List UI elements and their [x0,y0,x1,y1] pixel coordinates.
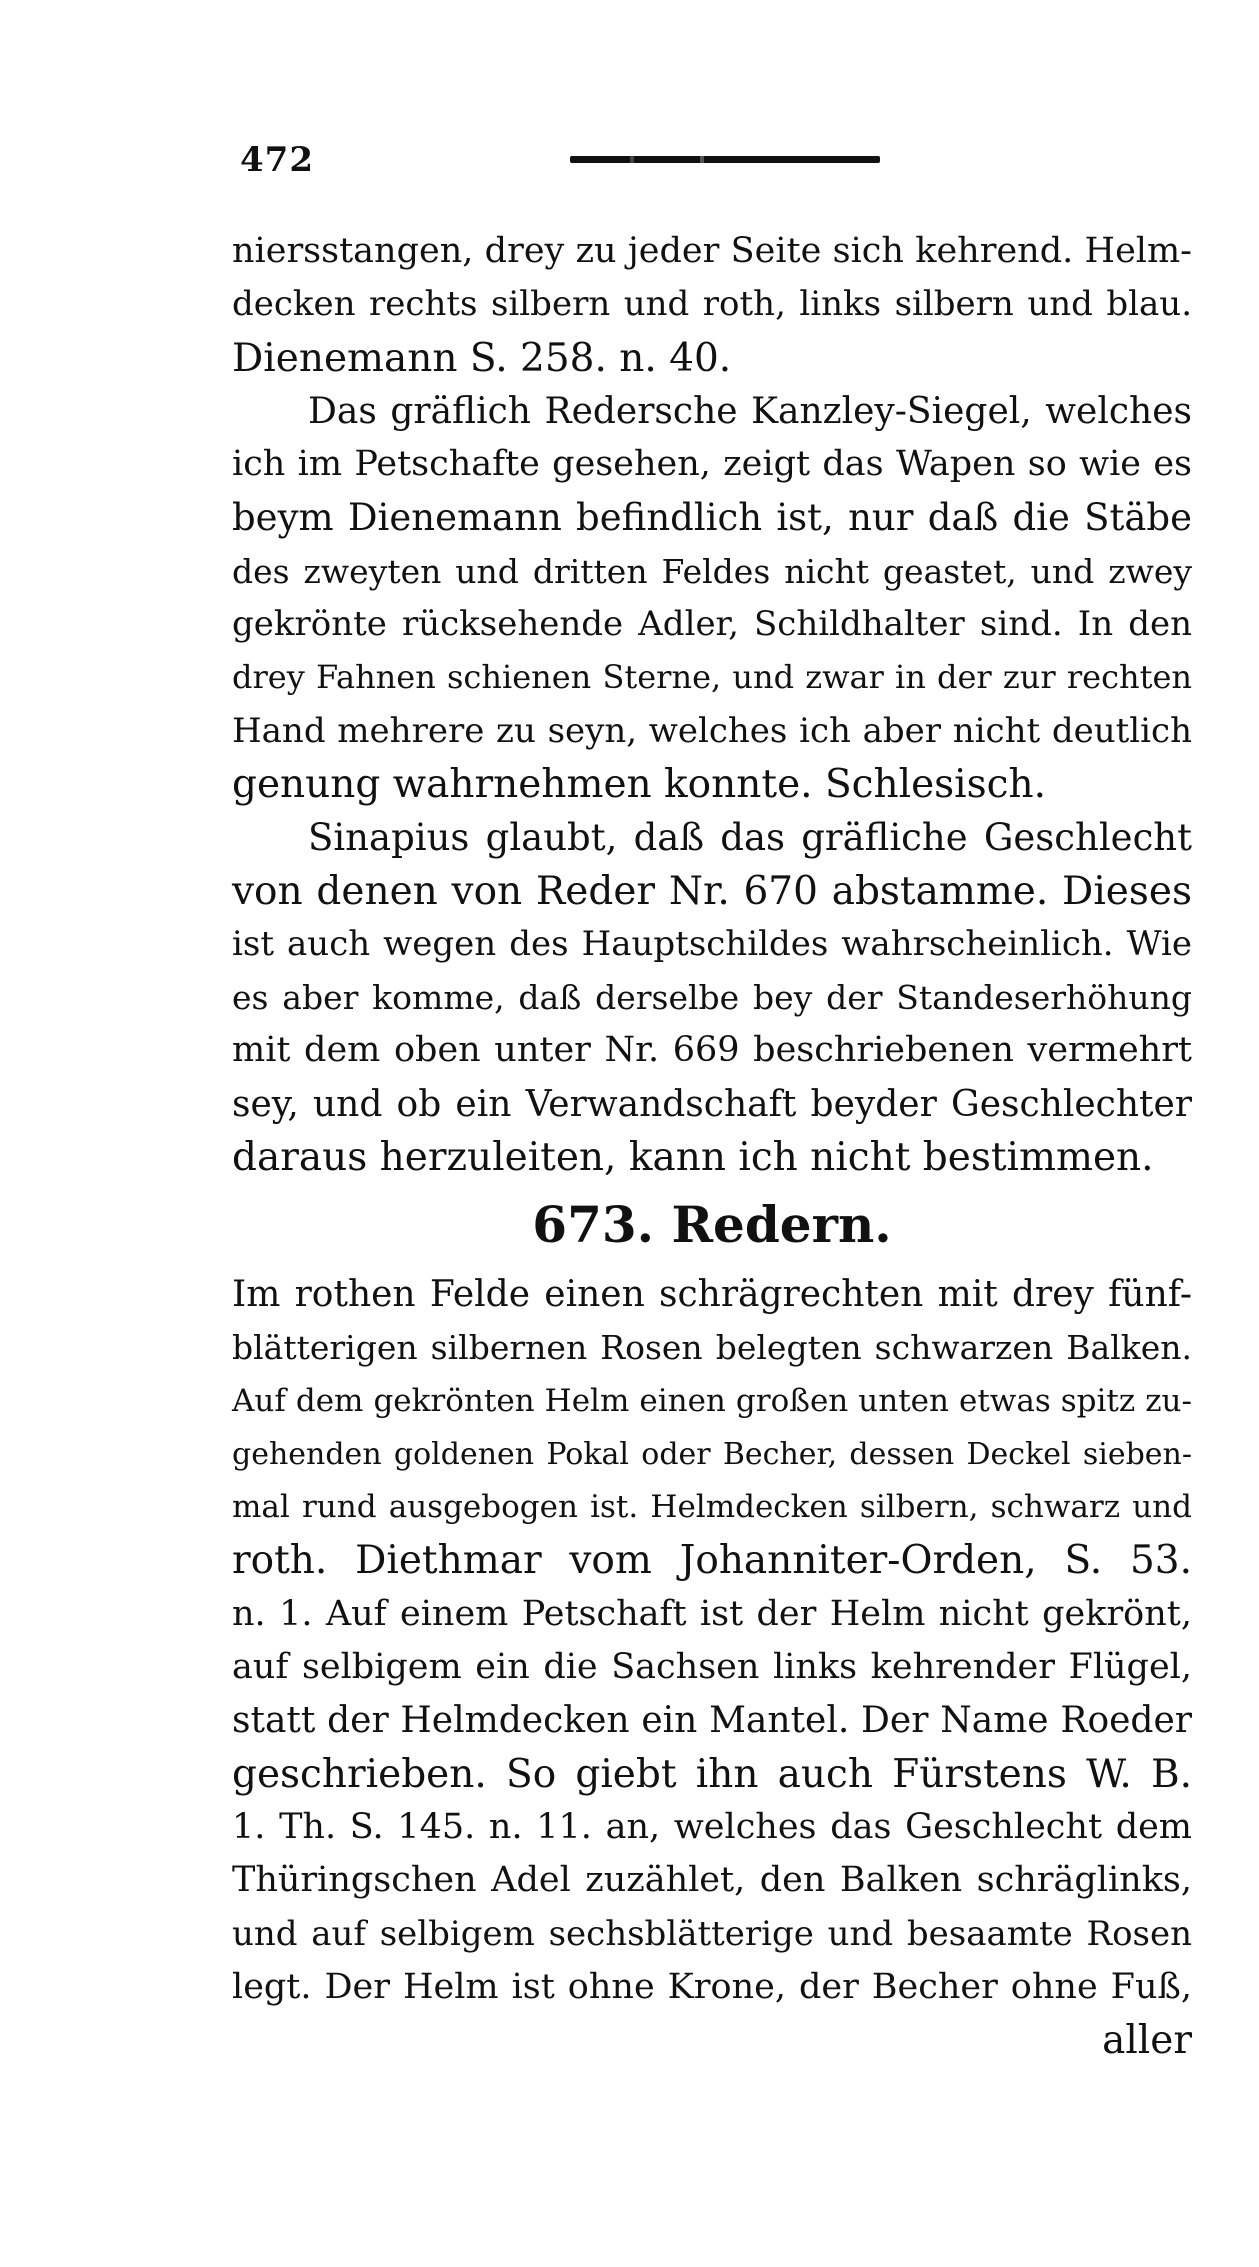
text-line: 1. Th. S. 145. n. 11. an, welches das Geschlecht dem [232,1806,1192,1847]
text-block-section [232,1268,1192,2067]
text-line: statt der Helmdecken ein Mantel. Der Name Roeder [232,1700,1192,1742]
text-line: drey Fahnen schienen Sterne, und zwar in der zur rechten [232,658,1192,697]
text-line: genung wahrnehmen konnte. Schlesisch. [232,761,1047,807]
text-line: ist auch wegen des Hauptschildes wahrscheinlich. Wie [232,923,1192,964]
text-line: und auf selbigem sechsblätterige und besaamte Rosen [232,1913,1192,1954]
text-line: n. 1. Auf einem Petschaft ist der Helm nicht gekrönt, [232,1593,1192,1634]
text-line: Hand mehrere zu seyn, welches ich aber nicht deutlich [232,710,1192,751]
text-line: blätterigen silbernen Rosen belegten schwarzen Balken. [232,1328,1192,1368]
text-line: des zweyten und dritten Feldes nicht geastet, und zwey [232,551,1192,591]
text-line: Sinapius glaubt, daß das gräfliche Geschlecht [308,816,1192,860]
text-line: daraus herzuleiten, kann ich nicht bestimmen. [232,1135,1154,1181]
page-header [240,140,1120,190]
text-line: geschrieben. So giebt ihn auch Fürstens W. B. [232,1751,1192,1797]
text-line: Auf dem gekrönten Helm einen großen unten etwas spitz zu- [232,1382,1192,1419]
text-line: sey, und ob ein Verwandschaft beyder Geschlechter [232,1083,1192,1125]
text-line: Dienemann S. 258. n. 40. [232,335,732,381]
text-line: Das gräflich Redersche Kanzley-Siegel, welches [308,390,1192,432]
text-line: beym Dienemann befindlich ist, nur daß die Stäbe [232,496,1192,540]
text-line: decken rechts silbern und roth, links silbern und blau. [232,284,1192,325]
text-line: Im rothen Felde einen schrägrechten mit drey fünf- [232,1274,1192,1315]
text-line: roth. Diethmar vom Johanniter-Orden, S. 53. [232,1538,1192,1584]
catchword: aller [1102,2018,1192,2064]
text-line: gekrönte rücksehende Adler, Schildhalter sind. In den [232,604,1192,645]
text-line: niersstangen, drey zu jeder Seite sich kehrend. Helm- [232,231,1192,271]
section-heading: 673. Redern. [532,1195,892,1254]
text-line: Thüringschen Adel zuzählet, den Balken schräglinks, [232,1860,1192,1901]
text-line: auf selbigem ein die Sachsen links kehrender Flügel, [232,1647,1192,1688]
text-line: es aber komme, daß derselbe bey der Standeserhöhung [232,978,1192,1018]
header-ornament-rule [570,156,880,163]
text-line: ich im Petschafte gesehen, zeigt das Wapen so wie es [232,444,1192,485]
text-line: gehenden goldenen Pokal oder Becher, dessen Deckel sieben- [232,1436,1192,1472]
text-block-continuation [232,225,1192,1184]
text-line: legt. Der Helm ist ohne Krone, der Becher ohne Fuß, [232,1966,1192,2007]
text-line: mal rund ausgebogen ist. Helmdecken silbern, schwarz und [232,1489,1192,1526]
page-number: 472 [240,140,314,180]
text-line: von denen von Reder Nr. 670 abstamme. Dieses [232,868,1192,914]
text-line: mit dem oben unter Nr. 669 beschriebenen vermehrt [232,1030,1192,1071]
